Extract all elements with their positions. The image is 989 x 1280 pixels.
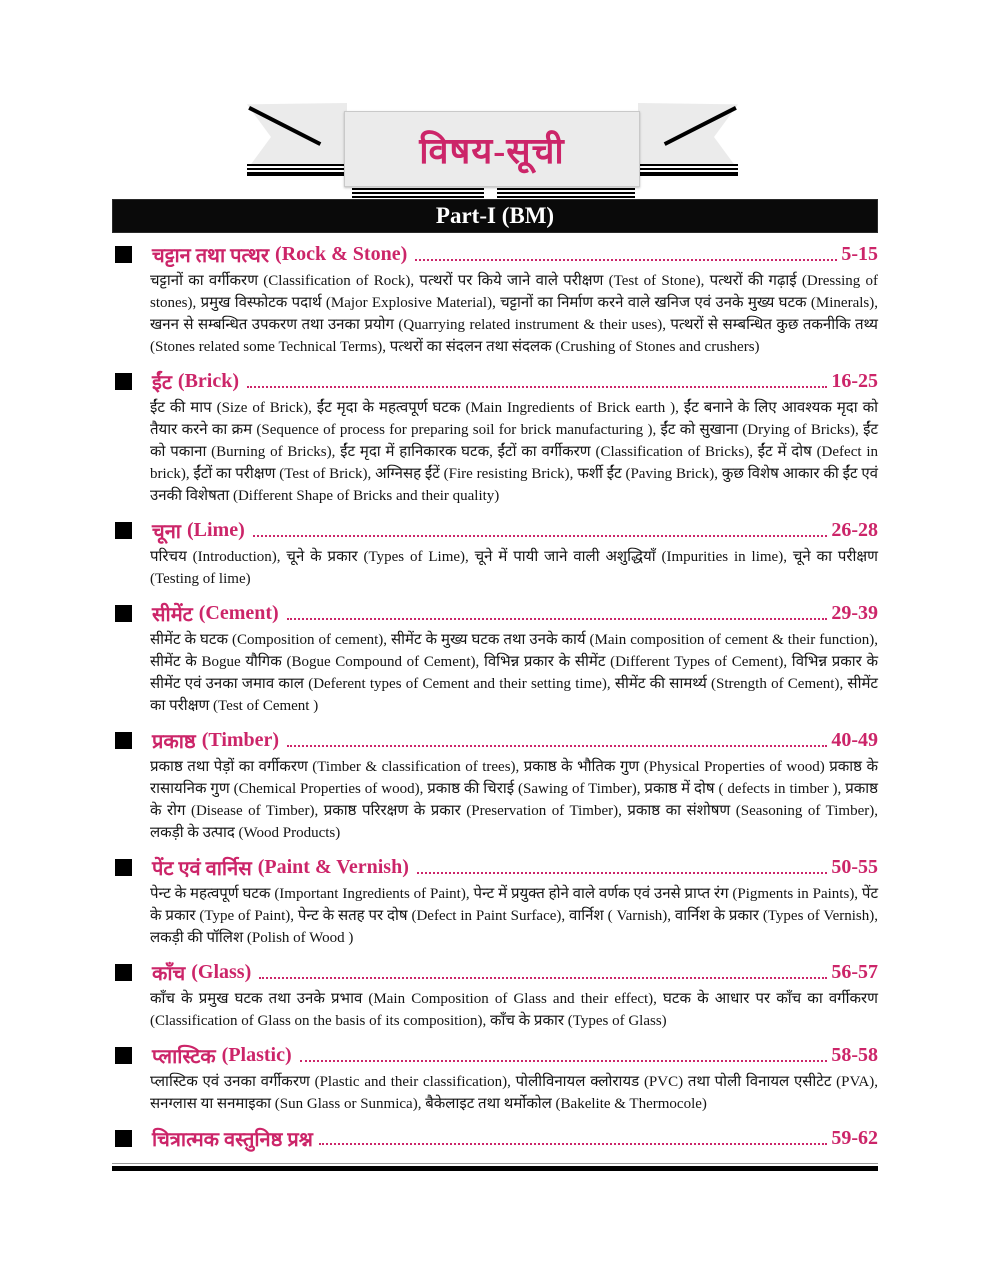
chapter-title-hindi: चूना [152,520,181,543]
banner-title-box [344,111,640,187]
bullet-square-icon [115,246,132,263]
bullet-square-icon [115,859,132,876]
chapter-description: काँच के प्रमुख घटक तथा उनके प्रभाव (Main Composition of Glass and their effect), घटक के आधार पर काँच का वर्गीकरण (Classification of Glass on the basis of its composition), काँच के प्रकार (Types of Glass) [150,991,878,1029]
chapter-description: प्लास्टिक एवं उनका वर्गीकरण (Plastic and their classification), पोलीविनायल क्लोरायड (PVC) तथा पोली विनायल एसीटेट (PVA), सनग्लास या सनमाइका (Sun Glass or Sunmica), बैकेलाइट तथा थर्मोकोल (Bakelite & Thermocole) [150,1074,878,1112]
bullet-square-icon [115,1130,132,1147]
chapter-title-english: (Paint & Vernish) [257,855,409,878]
toc-entry-heading [112,1041,878,1069]
toc-entry [112,726,878,844]
chapter-title-english: (Cement) [198,601,279,624]
dotted-leader [287,618,828,620]
dotted-leader [417,872,827,874]
dotted-leader [300,1060,828,1062]
dotted-leader [259,977,827,979]
bullet-square-icon [115,732,132,749]
ribbon-center-stripes-left [352,188,484,198]
toc-entry [112,516,878,590]
toc-list [112,240,878,1161]
dotted-leader [415,259,837,261]
page-range: 56-57 [831,960,878,983]
chapter-title-hindi: काँच [152,962,186,985]
chapter-title-hindi: पेंट एवं वार्निस [152,857,252,880]
page-range: 50-55 [831,855,878,878]
bottom-rule [112,1163,878,1171]
toc-entry-heading [112,516,878,544]
toc-entry [112,853,878,949]
toc-entry [112,367,878,507]
dotted-leader [287,745,827,747]
chapter-description: पेन्ट के महत्वपूर्ण घटक (Important Ingredients of Paint), पेन्ट में प्रयुक्त होने वाले वर्णक एवं उनसे प्राप्त रंग (Pigments in Paints), पेंट के प्रकार (Type of Paint), पेन्ट के सतह पर दोष (Defect in Paint Surface), वार्निश ( Varnish), वार्निश के प्रकार (Types of Vernish), लकड़ी की पॉलिश (Polish of Wood ) [150,886,878,946]
chapter-description: सीमेंट के घटक (Composition of cement), सीमेंट के मुख्य घटक तथा उनके कार्य (Main composition of cement & their function), सीमेंट के Bogue यौगिक (Bogue Compound of Cement), विभिन्न प्रकार के सीमेंट (Different Types of Cement), विभिन्न प्रकार के सीमेंट एवं उनका जमाव काल (Deferent types of Cement and their setting time), सीमेंट की सामर्थ्य (Strength of Cement), सीमेंट का परीक्षण (Test of Cement ) [150,632,878,714]
page-range: 26-28 [831,518,878,541]
toc-entry-heading [112,240,878,268]
bullet-square-icon [115,964,132,981]
chapter-title-english: (Plastic) [221,1043,292,1066]
page-range: 5-15 [841,242,878,265]
chapter-title-hindi: सीमेंट [152,603,193,626]
chapter-title-english: (Glass) [191,960,252,983]
toc-entry [112,958,878,1032]
bullet-square-icon [115,522,132,539]
part-header-label: Part-I (BM) [435,203,555,228]
page-range: 58-58 [831,1043,878,1066]
toc-entry [112,1041,878,1115]
ribbon-right-stripes [638,164,738,176]
chapter-description: परिचय (Introduction), चूने के प्रकार (Types of Lime), चूने में पायी जाने वाली अशुद्धियाँ (Impurities in lime), चूने का परीक्षण (Testing of lime) [150,549,878,587]
toc-entry [112,599,878,717]
dotted-leader [247,386,827,388]
toc-entry-heading [112,958,878,986]
banner-title: विषय-सूची [419,130,565,171]
chapter-description: चट्टानों का वर्गीकरण (Classification of Rock), पत्थरों पर किये जाने वाले परीक्षण (Test of Stone), पत्थरों की गढ़ाई (Dressing of stones), प्रमुख विस्फोटक पदार्थ (Major Explosive Material), चट्टानों का निर्माण करने वाले खनिज एवं उनके मुख्य घटक (Minerals), खनन से सम्बन्धित उपकरण तथा उनका प्रयोग (Quarrying related instrument & their uses), पत्थरों से सम्बन्धित कुछ तकनीकि तथ्य (Stones related some Technical Terms), पत्थरों का संदलन तथा संदलक (Crushing of Stones and crushers) [150,273,878,355]
chapter-title-english: (Lime) [186,518,245,541]
page-range: 40-49 [831,728,878,751]
toc-entry-heading [112,726,878,754]
toc-entry-heading [112,1124,878,1152]
dotted-leader [253,535,828,537]
chapter-description: प्रकाष्ठ तथा पेड़ों का वर्गीकरण (Timber & classification of trees), प्रकाष्ठ के भौतिक गुण (Physical Properties of wood) प्रकाष्ठ के रासायनिक गुण (Chemical Properties of wood), प्रकाष्ठ की चिराई (Sawing of Timber), प्रकाष्ठ में दोष ( defects in timber ), प्रकाष्ठ के रोग (Disease of Timber), प्रकाष्ठ परिरक्षण के प्रकार (Preservation of Timber), प्रकाष्ठ का संशोषण (Seasoning of Timber), लकड़ी के उत्पाद (Wood Products) [150,759,878,841]
chapter-title-english: (Brick) [177,369,239,392]
bullet-square-icon [115,605,132,622]
bullet-square-icon [115,1047,132,1064]
toc-entry-heading [112,367,878,395]
toc-entry-heading [112,599,878,627]
page-range: 16-25 [831,369,878,392]
page-range: 29-39 [831,601,878,624]
chapter-description: ईंट की माप (Size of Brick), ईंट मृदा के महत्वपूर्ण घटक (Main Ingredients of Brick earth ), ईंट बनाने के लिए आवश्यक मृदा को तैयार करने का क्रम (Sequence of process for preparing soil for brick manufacturing ), ईंट को सुखाना (Drying of Bricks), ईंट को पकाना (Burning of Bricks), ईंट मृदा में हानिकारक घटक, ईंटों का वर्गीकरण (Classification of Bricks), ईंट में दोष (Defect in brick), ईंटों का परीक्षण (Test of Brick), अग्निसह ईंटें (Fire resisting Brick), फर्शी ईंट (Paving Brick), कुछ विशेष आकार की ईंट एवं उनकी विशेषता (Different Shape of Bricks and their quality) [150,400,878,504]
chapter-title-hindi: प्रकाष्ठ [152,730,196,753]
chapter-title-hindi: चट्टान तथा पत्थर [152,244,270,267]
toc-entry-heading [112,853,878,881]
chapter-title-hindi: चित्रात्मक वस्तुनिष्ठ प्रश्न [152,1128,313,1151]
ribbon-center-stripes-right [497,188,635,198]
part-header-bar [112,199,878,233]
bullet-square-icon [115,373,132,390]
chapter-title-hindi: प्लास्टिक [152,1045,216,1068]
chapter-title-english: (Timber) [201,728,280,751]
ribbon-left-stripes [247,164,347,176]
dotted-leader [319,1143,827,1145]
toc-entry [112,1124,878,1152]
chapter-title-english: (Rock & Stone) [275,242,408,265]
toc-entry [112,240,878,358]
chapter-title-hindi: ईंट [152,371,172,394]
page-range: 59-62 [831,1126,878,1149]
